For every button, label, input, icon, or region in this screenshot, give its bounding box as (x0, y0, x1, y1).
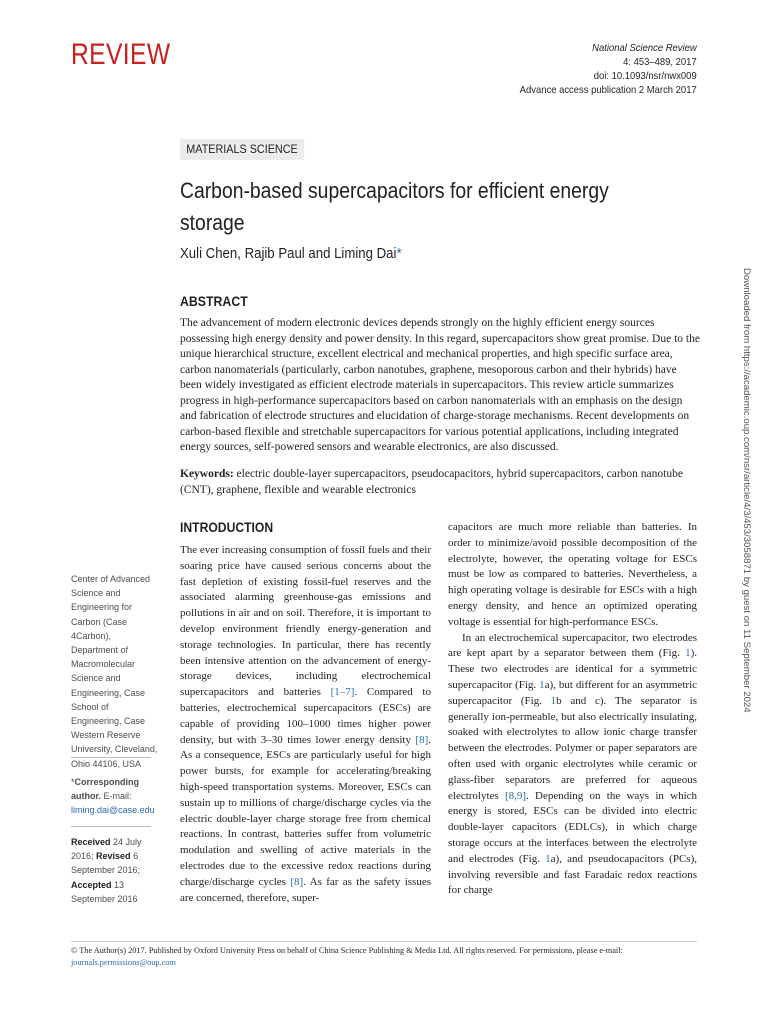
received-label: Received (71, 837, 111, 847)
copyright-footer (71, 945, 697, 968)
figure-link[interactable]: 1 (550, 694, 557, 707)
body-text: . As a consequence, ESCs are particularly useful for high power bursts, for example for accelerating/breaking high-speed transportation systems. Moreover, ESCs can sustain up to millions of charge/discharge cycles via the electric double-layer charge storage free from chemical reactions. In contrast, batteries suffer from volumetric modulation and swelling of active materials in the electrodes due to the excessive redox reactions during charge/discharge cycles (180, 733, 431, 888)
author-email-link[interactable]: liming.dai@case.edu (71, 805, 155, 816)
permissions-email-link[interactable]: journals.permissions@oup.com (71, 957, 176, 967)
abstract-heading: ABSTRACT (180, 293, 248, 309)
citation-link[interactable]: [8] (290, 875, 304, 888)
abstract-text: The advancement of modern electronic devices depends strongly on the highly efficient energy sources possessing high energy density and power density. In this regard, supercapacitors show great promise. Due to the unique hierarchical structure, excellent electrical and mechanical properties, and high specific surface area, carbon nanomaterials (particularly, carbon nanotubes, graphene, mesoporous carbon and their hybrids) have been widely investigated as efficient electrode materials in supercapacitors. This review article summarizes progress in high-performance supercapacitors based on carbon nanomaterials with an emphasis on the design and fabrication of electrode structures and elucidation of charge-storage mechanisms. Recent developments on carbon-based flexible and stretchable supercapacitors for various potential applications, including integrated energy sources, self-powered sensors and wearable electronics, are also discussed. (180, 317, 700, 453)
category-badge: MATERIALS SCIENCE (180, 139, 304, 160)
affiliation: Center of Advanced Science and Engineering for Carbon (Case 4Carbon), Department of Macromolecular Science and Engineering, Case School of Engineering, Case Western Reserve University, Cleveland, Ohio 44106, USA (71, 574, 158, 769)
revised-label: Revised (96, 851, 131, 862)
body-text: b and c). The separator is generally ion-permeable, but also electrically insulating, soaked with electrolytes to allow ionic charge transfer between the electrodes. Polymer or paper separators are often used with organic electrolytes while ceramic or glass-fiber separators are preferred for aqueous electrolytes (448, 694, 698, 802)
journal-info (520, 41, 697, 97)
keywords-text: electric double-layer supercapacitors, pseudocapacitors, hybrid supercapacitors, carbon nanotube (CNT), graphene, flexible and wearable electronics (180, 468, 683, 496)
body-text: . Depending on the ways in which energy is stored, ESCs can be divided into electric double-layer capacitors (EDLCs), in which charge storage occurs at the interfaces between the electrolyte and electrodes (Fig. (448, 789, 698, 865)
article-dates (71, 835, 161, 906)
article-title: Carbon-based supercapacitors for efficient energy storage (180, 178, 609, 235)
journal-name: National Science Review (592, 42, 697, 54)
download-notice-text: Downloaded from https://academic.oup.com/nsr/article/4/3/453/3058871 by guest on 11 September 2024 (741, 268, 752, 713)
keywords (180, 467, 700, 498)
figure-link[interactable]: 1 (685, 647, 691, 660)
body-text: . As far as the safety issues are concerned, therefore, super- (180, 875, 431, 904)
body-text: The ever increasing consumption of fossil fuels and their soaring price have caused serious concerns about the fast depletion of existing fossil-fuel reserves and the associated alarming greenhouse-gas emissions and pollutions in air and on soil. Therefore, it is important to develop environment friendly energy-generation and storage technologies. In particular, there has recently been intensive attention on the advancement of energy-storage devices, including electrochemical supercapacitors and batteries (180, 544, 431, 699)
accepted-date: 13 September 2016 (71, 879, 138, 904)
corresponding-author (71, 775, 161, 818)
authors (180, 245, 402, 262)
received-date: 24 July 2016; (71, 837, 142, 862)
divider (71, 826, 151, 827)
body-text: . Compared to batteries, electrochemical supercapacitors (ESCs) are capable of providing 100–1000 times higher power density, but with 3–30 times lower energy density (180, 686, 431, 746)
figure-link[interactable]: 1 (545, 852, 551, 865)
citation-link[interactable]: [8,9] (504, 789, 527, 802)
accepted-label: Accepted (71, 879, 112, 890)
keywords-label: Keywords: (180, 468, 234, 480)
body-text: In an electrochemical supercapacitor, two electrodes are kept apart by a separator between them (Fig. (448, 631, 697, 660)
paragraph: capacitors are much more reliable than batteries. In order to minimize/avoid possible decomposition of the electrolyte, however, the operating voltage for ESCs must be low as compared to batteries. Nevertheless, a high operating voltage is desirable for ESCs with a high energy density, and hence an optimized operating voltage is essential for high-performance ESCs. (448, 521, 697, 628)
corresponding-marker[interactable]: * (396, 245, 402, 262)
copyright-text: © The Author(s) 2017. Published by Oxford University Press on behalf of China Science Publishing & Media Ltd. All rights reserved. For permissions, please e-mail: (71, 946, 623, 955)
body-text: a), but different for an asymmetric supercapacitor (Fig. (448, 678, 698, 707)
footer-divider (71, 941, 697, 942)
volume-pages: 4: 453–489, 2017 (623, 56, 697, 68)
email-label: E-mail: (101, 791, 132, 802)
revised-date: 6 September 2016; (71, 851, 141, 876)
corresponding-star: * (71, 777, 75, 787)
body-column-2 (448, 520, 697, 899)
body-text: ). These two electrodes are identical for a symmetric supercapacitor (Fig. (448, 647, 697, 691)
body-text: a), and pseudocapacitors (PCs), involving reversible and fast Faradaic redox reactions for charge (448, 852, 697, 897)
divider (71, 757, 151, 758)
access-date: Advance access publication 2 March 2017 (519, 84, 697, 96)
figure-link[interactable]: 1 (539, 678, 545, 691)
doi: doi: 10.1093/nsr/nwx009 (594, 70, 697, 82)
paragraph (448, 631, 697, 900)
author-names: Xuli Chen, Rajib Paul and Liming Dai (180, 245, 397, 262)
section-label: REVIEW (71, 38, 171, 71)
citation-link[interactable]: [8] (415, 733, 429, 746)
citation-link[interactable]: [1–7] (330, 686, 355, 699)
introduction-heading: INTRODUCTION (180, 520, 274, 535)
corresponding-label: Corresponding author. (71, 777, 140, 802)
body-column-1 (180, 543, 431, 906)
download-notice (740, 268, 754, 758)
